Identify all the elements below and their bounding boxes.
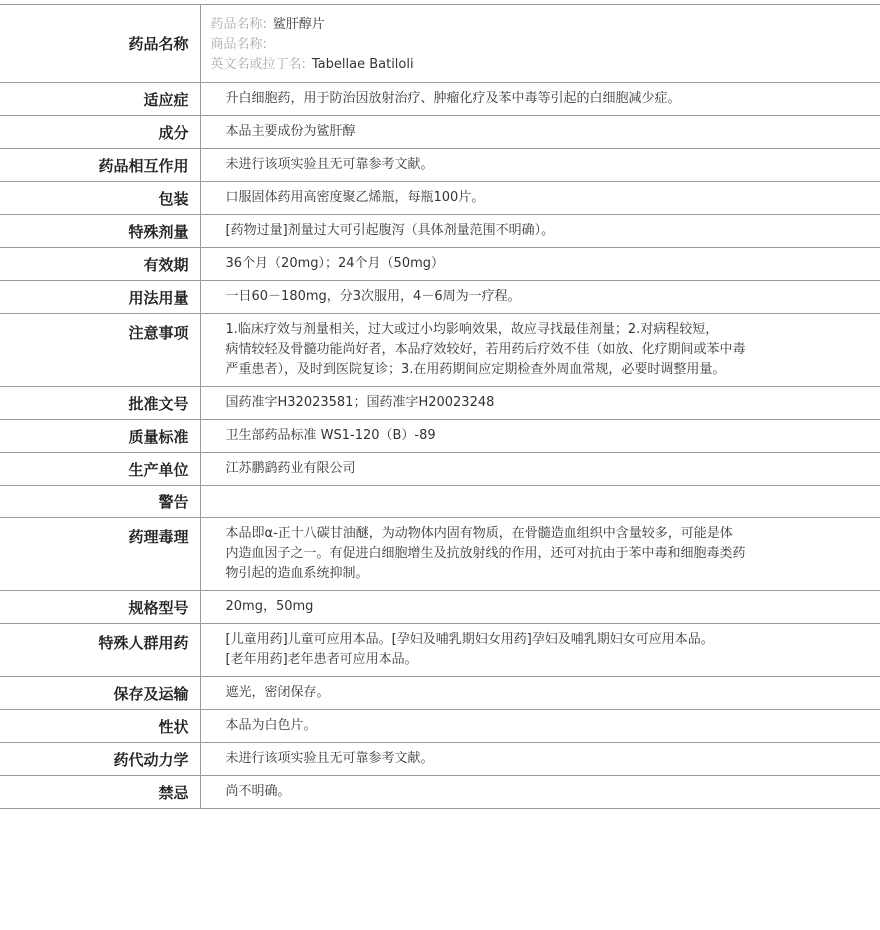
value-pharmacokinetics: 未进行该项实验且无可靠参考文献。 bbox=[225, 751, 434, 766]
label-special-dose: 特殊剂量 bbox=[0, 215, 200, 248]
value-drug-name bbox=[200, 5, 880, 83]
label-storage: 保存及运输 bbox=[0, 677, 200, 710]
row-appearance bbox=[0, 710, 880, 743]
value-special-groups bbox=[200, 624, 880, 677]
precautions-line: 病情较轻及骨髓功能尚好者，本品疗效较好，若用药后疗效不佳（如放、化疗期间或苯中毒 bbox=[225, 342, 746, 357]
label-validity: 有效期 bbox=[0, 248, 200, 281]
row-pharmacology bbox=[0, 518, 880, 591]
generic-name-value: 鲨肝醇片 bbox=[272, 17, 325, 32]
label-appearance: 性状 bbox=[0, 710, 200, 743]
label-interactions: 药品相互作用 bbox=[0, 149, 200, 182]
value-precautions bbox=[200, 314, 880, 387]
label-packaging: 包装 bbox=[0, 182, 200, 215]
value-standard: 卫生部药品标准 WS1-120（B）-89 bbox=[225, 428, 436, 443]
label-warning: 警告 bbox=[0, 486, 200, 518]
value-warning bbox=[200, 486, 880, 518]
label-drug-name: 药品名称 bbox=[0, 5, 200, 83]
value-specification: 20mg，50mg bbox=[225, 599, 314, 614]
value-packaging: 口服固体药用高密度聚乙烯瓶，每瓶100片。 bbox=[225, 190, 485, 205]
value-storage: 遮光，密闭保存。 bbox=[225, 685, 330, 700]
special-groups-line: [老年用药]老年患者可应用本品。 bbox=[225, 652, 418, 667]
special-groups-line: [儿童用药]儿童可应用本品。[孕妇及哺乳期妇女用药]孕妇及哺乳期妇女可应用本品。 bbox=[225, 632, 714, 647]
pharmacology-line: 本品即α-正十八碳甘油醚，为动物体内固有物质，在骨髓造血组织中含量较多，可能是体 bbox=[225, 526, 733, 541]
label-usage: 用法用量 bbox=[0, 281, 200, 314]
trade-name-key: 商品名称: bbox=[210, 37, 267, 52]
row-usage bbox=[0, 281, 880, 314]
row-contraindications bbox=[0, 776, 880, 809]
row-special-groups bbox=[0, 624, 880, 677]
label-standard: 质量标准 bbox=[0, 420, 200, 453]
label-manufacturer: 生产单位 bbox=[0, 453, 200, 486]
english-name-key: 英文名或拉丁名: bbox=[210, 57, 306, 72]
english-name-value: Tabellae Batiloli bbox=[311, 57, 414, 72]
row-indication bbox=[0, 83, 880, 116]
value-usage: 一日60－180mg，分3次服用，4－6周为一疗程。 bbox=[225, 289, 521, 304]
value-indication: 升白细胞药，用于防治因放射治疗、肿瘤化疗及苯中毒等引起的白细胞减少症。 bbox=[225, 91, 681, 106]
english-name-line bbox=[211, 55, 871, 75]
generic-name-line bbox=[211, 15, 871, 35]
row-manufacturer bbox=[0, 453, 880, 486]
value-appearance: 本品为白色片。 bbox=[225, 718, 317, 733]
label-special-groups: 特殊人群用药 bbox=[0, 624, 200, 677]
value-interactions: 未进行该项实验且无可靠参考文献。 bbox=[225, 157, 434, 172]
label-contraindications: 禁忌 bbox=[0, 776, 200, 809]
row-storage bbox=[0, 677, 880, 710]
label-indication: 适应症 bbox=[0, 83, 200, 116]
value-pharmacology bbox=[200, 518, 880, 591]
row-approval bbox=[0, 387, 880, 420]
row-specification bbox=[0, 591, 880, 624]
value-contraindications: 尚不明确。 bbox=[225, 784, 291, 799]
value-special-dose: [药物过量]剂量过大可引起腹泻（具体剂量范围不明确）。 bbox=[225, 223, 555, 238]
row-precautions bbox=[0, 314, 880, 387]
row-special-dose bbox=[0, 215, 880, 248]
generic-name-key: 药品名称: bbox=[210, 17, 267, 32]
value-manufacturer: 江苏鹏鹞药业有限公司 bbox=[225, 461, 356, 476]
precautions-line: 严重患者），及时到医院复诊；3.在用药期间应定期检查外周血常规，必要时调整用量。 bbox=[225, 362, 726, 377]
row-packaging bbox=[0, 182, 880, 215]
pharmacology-line: 物引起的造血系统抑制。 bbox=[225, 566, 369, 581]
label-specification: 规格型号 bbox=[0, 591, 200, 624]
row-warning bbox=[0, 486, 880, 518]
label-ingredients: 成分 bbox=[0, 116, 200, 149]
row-pharmacokinetics bbox=[0, 743, 880, 776]
row-drug-name bbox=[0, 5, 880, 83]
pharmacology-line: 内造血因子之一。有促进白细胞增生及抗放射线的作用，还可对抗由于苯中毒和细胞毒类药 bbox=[225, 546, 746, 561]
row-standard bbox=[0, 420, 880, 453]
trade-name-line bbox=[211, 35, 871, 55]
label-pharmacokinetics: 药代动力学 bbox=[0, 743, 200, 776]
value-validity: 36个月（20mg）；24个月（50mg） bbox=[225, 256, 444, 271]
value-approval: 国药准字H32023581；国药准字H20023248 bbox=[225, 395, 495, 410]
row-validity bbox=[0, 248, 880, 281]
drug-info-table bbox=[0, 4, 880, 809]
precautions-line: 1.临床疗效与剂量相关，过大或过小均影响效果，故应寻找最佳剂量；2.对病程较短， bbox=[225, 322, 719, 337]
drug-info-sheet bbox=[0, 4, 880, 809]
label-precautions: 注意事项 bbox=[0, 314, 200, 387]
label-approval: 批准文号 bbox=[0, 387, 200, 420]
row-interactions bbox=[0, 149, 880, 182]
label-pharmacology: 药理毒理 bbox=[0, 518, 200, 591]
value-ingredients: 本品主要成份为鲨肝醇 bbox=[225, 124, 356, 139]
row-ingredients bbox=[0, 116, 880, 149]
